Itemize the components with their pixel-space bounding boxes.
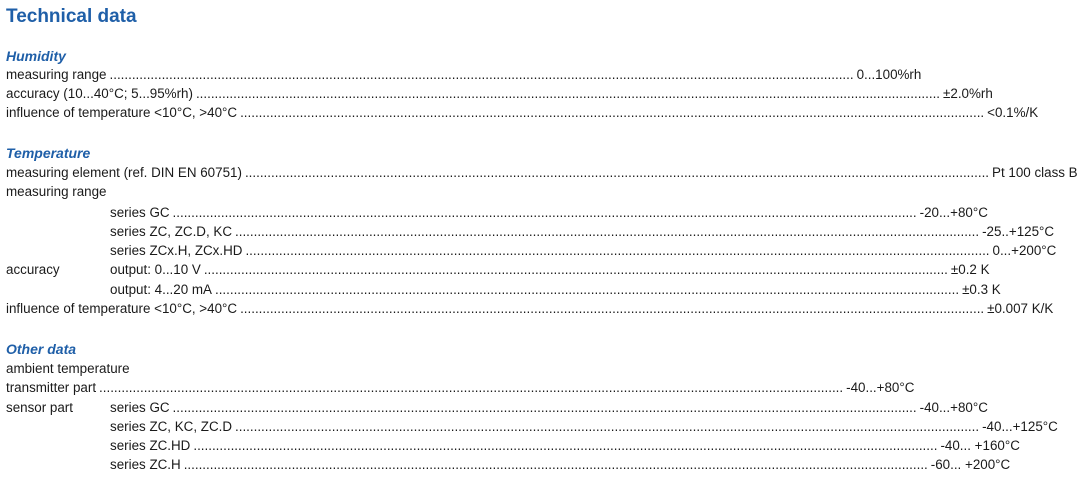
spec-label: accuracy	[6, 262, 60, 277]
spec-row	[6, 300, 1054, 317]
spec-row	[110, 223, 1055, 240]
spec-label: measuring element (ref. DIN EN 60751)	[6, 165, 242, 180]
spec-row	[6, 85, 993, 102]
spec-value: ±2.0%rh	[943, 86, 993, 101]
spec-value: -60... +200°C	[930, 457, 1011, 472]
spec-row	[110, 242, 1057, 259]
section-heading-humidity: Humidity	[6, 48, 66, 64]
dot-leader: ........................................................................................................................................................................................................	[244, 165, 990, 180]
spec-value: -40...+80°C	[846, 380, 915, 395]
spec-label: series ZC, ZC.D, KC	[110, 224, 233, 239]
spec-label: series ZC, KC, ZC.D	[110, 419, 233, 434]
spec-label: series ZCx.H, ZCx.HD	[110, 243, 243, 258]
spec-label: sensor part	[6, 400, 73, 415]
spec-label: influence of temperature <10°C, >40°C	[6, 105, 238, 120]
dot-leader: ........................................................................................................................................................................................................	[235, 224, 980, 239]
dot-leader: ........................................................................................................................................................................................................	[99, 380, 844, 395]
dot-leader: ........................................................................................................................................................................................................	[183, 457, 928, 472]
spec-label: series GC	[110, 400, 170, 415]
dot-leader: ........................................................................................................................................................................................................	[193, 438, 938, 453]
dot-leader: ........................................................................................................................................................................................................	[240, 301, 985, 316]
page-title: Technical data	[6, 6, 137, 27]
spec-label: output: 0...10 V	[110, 262, 201, 277]
spec-value: Pt 100 class B	[992, 165, 1078, 180]
spec-label: series GC	[110, 205, 170, 220]
spec-value: ±0.007 K/K	[987, 301, 1054, 316]
spec-value: 0...100%rh	[856, 67, 922, 82]
spec-row	[110, 281, 1001, 298]
spec-row	[110, 399, 988, 416]
dot-leader: ........................................................................................................................................................................................................	[203, 262, 948, 277]
dot-leader: ........................................................................................................................................................................................................	[195, 86, 941, 101]
spec-value: -25..+125°C	[982, 224, 1055, 239]
dot-leader: ........................................................................................................................................................................................................	[172, 205, 917, 220]
dot-leader: ........................................................................................................................................................................................................	[109, 67, 854, 82]
section-heading-temperature: Temperature	[6, 145, 91, 161]
dot-leader: ........................................................................................................................................................................................................	[214, 282, 960, 297]
spec-value: 0...+200°C	[992, 243, 1057, 258]
spec-row	[110, 418, 1058, 435]
spec-label: accuracy (10...40°C; 5...95%rh)	[6, 86, 193, 101]
spec-value: -40... +160°C	[940, 438, 1020, 453]
spec-value: <0.1%/K	[987, 105, 1039, 120]
section-heading-other-data: Other data	[6, 341, 77, 357]
spec-value: -40...+125°C	[982, 419, 1058, 434]
spec-label: transmitter part	[6, 380, 97, 395]
dot-leader: ........................................................................................................................................................................................................	[245, 243, 990, 258]
spec-value: -20...+80°C	[919, 205, 988, 220]
spec-row	[110, 437, 1020, 454]
spec-label: ambient temperature	[6, 361, 130, 376]
spec-row	[6, 164, 1078, 181]
spec-row	[6, 379, 915, 396]
spec-label: series ZC.HD	[110, 438, 191, 453]
dot-leader: ........................................................................................................................................................................................................	[235, 419, 980, 434]
spec-value: -40...+80°C	[919, 400, 988, 415]
spec-row	[6, 104, 1039, 121]
spec-label: output: 4...20 mA	[110, 282, 212, 297]
spec-label: influence of temperature <10°C, >40°C	[6, 301, 238, 316]
spec-label: measuring range	[6, 67, 107, 82]
spec-label: series ZC.H	[110, 457, 181, 472]
spec-row	[110, 456, 1011, 473]
spec-row	[6, 66, 922, 83]
dot-leader: ........................................................................................................................................................................................................	[172, 400, 917, 415]
spec-label: measuring range	[6, 184, 107, 199]
spec-row	[110, 204, 988, 221]
dot-leader: ........................................................................................................................................................................................................	[240, 105, 985, 120]
spec-value: ±0.2 K	[950, 262, 990, 277]
spec-row	[110, 261, 990, 278]
spec-value: ±0.3 K	[962, 282, 1001, 297]
